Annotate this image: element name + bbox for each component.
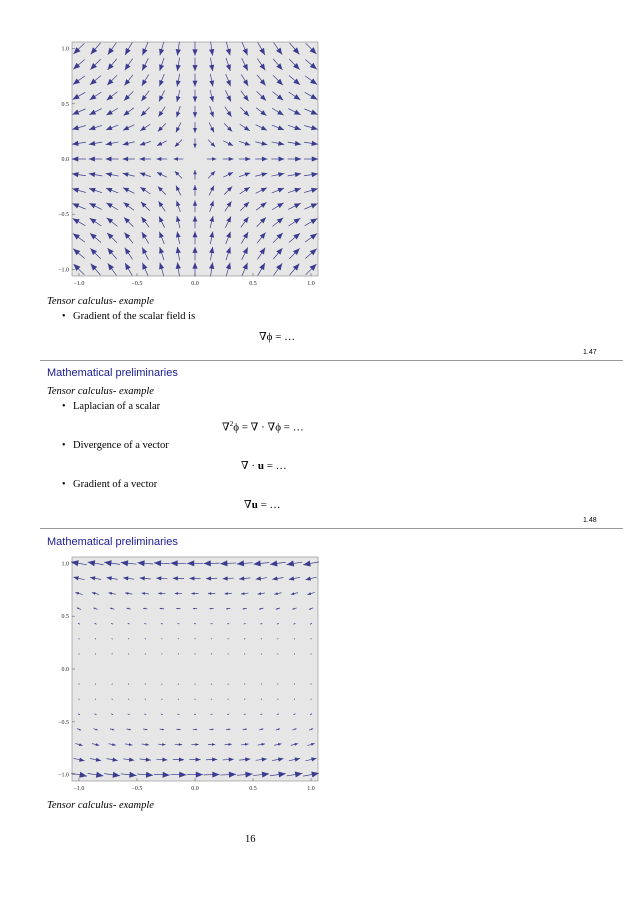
y-tick-label: 1.0: [61, 561, 69, 568]
y-tick-label: 0.0: [61, 667, 69, 673]
field-arrow: [161, 699, 162, 700]
slide1-bullet-1: Gradient of the scalar field is: [73, 311, 196, 322]
x-tick-label: −1.0: [73, 786, 85, 792]
x-tick-label: 0.5: [249, 786, 257, 792]
slide2-bullet-gradient-vector: Gradient of a vector: [73, 479, 158, 490]
field-arrow: [211, 623, 213, 624]
y-tick-label: 0.0: [61, 157, 69, 163]
laplacian-equation: ∇$^2$ϕ = ∇ · ∇ϕ = …: [222, 420, 304, 434]
x-tick-label: 0.0: [191, 281, 199, 287]
bullet-marker: •: [62, 401, 66, 412]
y-tick-label: −1.0: [58, 772, 69, 779]
slide-number: 1.47: [583, 349, 597, 356]
y-tick-label: 0.5: [61, 101, 69, 108]
section-title: Mathematical preliminaries: [47, 367, 178, 379]
bullet-marker: •: [62, 440, 66, 451]
bullet-marker: •: [62, 479, 66, 490]
x-tick-label: 0.5: [249, 281, 257, 287]
x-tick-label: −0.5: [131, 281, 143, 287]
y-tick-label: 0.5: [61, 614, 69, 621]
field-arrow: [112, 684, 113, 685]
field-arrow: [211, 714, 213, 715]
x-tick-label: −1.0: [73, 281, 85, 287]
field-arrow: [177, 714, 179, 715]
slide-divider: [40, 528, 623, 529]
page-number: 16: [245, 834, 256, 845]
slide2-caption: Tensor calculus- example: [47, 386, 154, 397]
field-arrow: [161, 639, 162, 640]
slide-number: 1.48: [583, 517, 597, 524]
field-arrow: [112, 653, 113, 654]
y-tick-label: −0.5: [58, 212, 69, 219]
x-tick-label: −0.5: [131, 786, 143, 792]
slide2-bullet-divergence: Divergence of a vector: [73, 440, 169, 451]
vector-field-plot-2: [52, 555, 320, 797]
slide2-bullet-laplacian: Laplacian of a scalar: [73, 401, 161, 412]
y-tick-label: −0.5: [58, 719, 69, 726]
x-tick-label: 1.0: [307, 786, 315, 792]
plot-frame: [72, 557, 318, 781]
divergence-equation: ∇ · u = …: [241, 460, 287, 472]
field-arrow: [177, 623, 179, 624]
field-arrow: [228, 699, 229, 700]
vector-gradient-equation: ∇u = …: [244, 499, 281, 511]
gradient-equation: ∇ϕ = …: [259, 331, 296, 343]
field-arrow: [278, 653, 279, 654]
field-arrow: [194, 623, 196, 624]
x-tick-label: 1.0: [307, 281, 315, 287]
slide-divider: [40, 360, 623, 361]
bullet-marker: •: [62, 311, 66, 322]
y-tick-label: −1.0: [58, 267, 69, 274]
slide3-caption: Tensor calculus- example: [47, 800, 154, 811]
field-arrow: [194, 714, 196, 715]
y-tick-label: 1.0: [61, 46, 69, 53]
slide1-caption: Tensor calculus- example: [47, 296, 154, 307]
section-title: Mathematical preliminaries: [47, 536, 178, 548]
field-arrow: [228, 639, 229, 640]
x-tick-label: 0.0: [191, 786, 199, 792]
vector-field-plot-1: [52, 40, 320, 292]
field-arrow: [278, 684, 279, 685]
